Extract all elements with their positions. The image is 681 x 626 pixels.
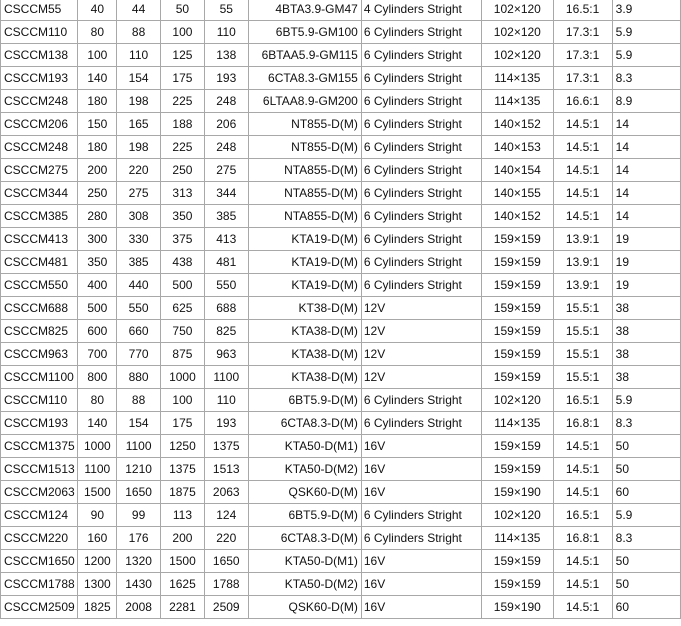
standby-kw-cell: 1500 xyxy=(161,550,204,572)
model-cell: CSCCM193 xyxy=(1,412,77,434)
cylinders-cell: 6 Cylinders Stright xyxy=(362,159,481,181)
standby-kw-cell: 350 xyxy=(161,205,204,227)
displacement-cell: 38 xyxy=(613,343,680,365)
compression-ratio-cell: 16.5:1 xyxy=(554,389,612,411)
table-row xyxy=(1,504,680,526)
model-cell: CSCCM344 xyxy=(1,182,77,204)
prime-kva-cell: 275 xyxy=(117,182,160,204)
standby-kva-cell: 385 xyxy=(205,205,248,227)
standby-kva-cell: 248 xyxy=(205,136,248,158)
cylinders-cell: 6 Cylinders Stright xyxy=(362,389,481,411)
bore-stroke-cell: 102×120 xyxy=(482,21,552,43)
table-row xyxy=(1,182,680,204)
standby-kva-cell: 138 xyxy=(205,44,248,66)
table-row xyxy=(1,159,680,181)
cylinders-cell: 12V xyxy=(362,343,481,365)
bore-stroke-cell: 102×120 xyxy=(482,504,552,526)
engine-model-cell: NTA855-D(M) xyxy=(249,182,361,204)
bore-stroke-cell: 159×159 xyxy=(482,458,552,480)
standby-kva-cell: 963 xyxy=(205,343,248,365)
prime-kva-cell: 308 xyxy=(117,205,160,227)
compression-ratio-cell: 14.5:1 xyxy=(554,159,612,181)
engine-model-cell: 6CTA8.3-GM155 xyxy=(249,67,361,89)
model-cell: CSCCM385 xyxy=(1,205,77,227)
compression-ratio-cell: 14.5:1 xyxy=(554,435,612,457)
bore-stroke-cell: 114×135 xyxy=(482,90,552,112)
table-row xyxy=(1,412,680,434)
standby-kw-cell: 125 xyxy=(161,44,204,66)
prime-kva-cell: 154 xyxy=(117,67,160,89)
cylinders-cell: 6 Cylinders Stright xyxy=(362,67,481,89)
model-cell: CSCCM481 xyxy=(1,251,77,273)
cylinders-cell: 12V xyxy=(362,366,481,388)
prime-kw-cell: 350 xyxy=(78,251,116,273)
prime-kva-cell: 198 xyxy=(117,90,160,112)
compression-ratio-cell: 17.3:1 xyxy=(554,44,612,66)
compression-ratio-cell: 15.5:1 xyxy=(554,297,612,319)
cylinders-cell: 12V xyxy=(362,297,481,319)
prime-kw-cell: 40 xyxy=(78,0,116,20)
model-cell: CSCCM275 xyxy=(1,159,77,181)
model-cell: CSCCM110 xyxy=(1,389,77,411)
prime-kw-cell: 500 xyxy=(78,297,116,319)
prime-kw-cell: 200 xyxy=(78,159,116,181)
table-row xyxy=(1,90,680,112)
bore-stroke-cell: 140×154 xyxy=(482,159,552,181)
table-row xyxy=(1,596,680,618)
engine-model-cell: NTA855-D(M) xyxy=(249,205,361,227)
engine-model-cell: 6CTA8.3-D(M) xyxy=(249,527,361,549)
model-cell: CSCCM413 xyxy=(1,228,77,250)
standby-kw-cell: 750 xyxy=(161,320,204,342)
standby-kva-cell: 344 xyxy=(205,182,248,204)
standby-kw-cell: 175 xyxy=(161,67,204,89)
engine-model-cell: KTA38-D(M) xyxy=(249,366,361,388)
prime-kw-cell: 1100 xyxy=(78,458,116,480)
prime-kva-cell: 220 xyxy=(117,159,160,181)
bore-stroke-cell: 140×152 xyxy=(482,113,552,135)
prime-kw-cell: 140 xyxy=(78,412,116,434)
engine-model-cell: KTA38-D(M) xyxy=(249,343,361,365)
table-row xyxy=(1,527,680,549)
standby-kva-cell: 550 xyxy=(205,274,248,296)
standby-kva-cell: 481 xyxy=(205,251,248,273)
standby-kva-cell: 193 xyxy=(205,412,248,434)
model-cell: CSCCM206 xyxy=(1,113,77,135)
displacement-cell: 38 xyxy=(613,320,680,342)
table-row xyxy=(1,343,680,365)
prime-kw-cell: 700 xyxy=(78,343,116,365)
standby-kva-cell: 825 xyxy=(205,320,248,342)
cylinders-cell: 6 Cylinders Stright xyxy=(362,136,481,158)
engine-model-cell: 6BT5.9-GM100 xyxy=(249,21,361,43)
cylinders-cell: 16V xyxy=(362,550,481,572)
bore-stroke-cell: 140×153 xyxy=(482,136,552,158)
compression-ratio-cell: 13.9:1 xyxy=(554,274,612,296)
displacement-cell: 3.9 xyxy=(613,0,680,20)
cylinders-cell: 6 Cylinders Stright xyxy=(362,21,481,43)
table-row xyxy=(1,366,680,388)
cylinders-cell: 6 Cylinders Stright xyxy=(362,527,481,549)
displacement-cell: 50 xyxy=(613,550,680,572)
displacement-cell: 60 xyxy=(613,596,680,618)
standby-kva-cell: 1513 xyxy=(205,458,248,480)
displacement-cell: 50 xyxy=(613,573,680,595)
compression-ratio-cell: 14.5:1 xyxy=(554,573,612,595)
bore-stroke-cell: 159×190 xyxy=(482,481,552,503)
displacement-cell: 60 xyxy=(613,481,680,503)
compression-ratio-cell: 16.5:1 xyxy=(554,0,612,20)
prime-kw-cell: 160 xyxy=(78,527,116,549)
engine-model-cell: KTA19-D(M) xyxy=(249,274,361,296)
compression-ratio-cell: 14.5:1 xyxy=(554,596,612,618)
standby-kw-cell: 50 xyxy=(161,0,204,20)
table-row xyxy=(1,458,680,480)
bore-stroke-cell: 114×135 xyxy=(482,527,552,549)
compression-ratio-cell: 13.9:1 xyxy=(554,228,612,250)
bore-stroke-cell: 159×159 xyxy=(482,297,552,319)
bore-stroke-cell: 114×135 xyxy=(482,412,552,434)
prime-kw-cell: 1500 xyxy=(78,481,116,503)
prime-kva-cell: 110 xyxy=(117,44,160,66)
bore-stroke-cell: 102×120 xyxy=(482,389,552,411)
prime-kva-cell: 1320 xyxy=(117,550,160,572)
engine-model-cell: 6CTA8.3-D(M) xyxy=(249,412,361,434)
bore-stroke-cell: 102×120 xyxy=(482,44,552,66)
prime-kw-cell: 800 xyxy=(78,366,116,388)
engine-model-cell: KTA50-D(M2) xyxy=(249,458,361,480)
cylinders-cell: 6 Cylinders Stright xyxy=(362,251,481,273)
engine-model-cell: QSK60-D(M) xyxy=(249,596,361,618)
compression-ratio-cell: 16.8:1 xyxy=(554,527,612,549)
standby-kva-cell: 206 xyxy=(205,113,248,135)
standby-kva-cell: 55 xyxy=(205,0,248,20)
displacement-cell: 5.9 xyxy=(613,44,680,66)
displacement-cell: 5.9 xyxy=(613,389,680,411)
prime-kva-cell: 385 xyxy=(117,251,160,273)
standby-kw-cell: 1375 xyxy=(161,458,204,480)
standby-kw-cell: 100 xyxy=(161,21,204,43)
compression-ratio-cell: 14.5:1 xyxy=(554,205,612,227)
table-row xyxy=(1,251,680,273)
prime-kw-cell: 140 xyxy=(78,67,116,89)
cylinders-cell: 6 Cylinders Stright xyxy=(362,90,481,112)
model-cell: CSCCM138 xyxy=(1,44,77,66)
displacement-cell: 8.3 xyxy=(613,67,680,89)
table-row xyxy=(1,550,680,572)
standby-kw-cell: 1875 xyxy=(161,481,204,503)
model-cell: CSCCM2063 xyxy=(1,481,77,503)
prime-kva-cell: 88 xyxy=(117,21,160,43)
engine-model-cell: KTA19-D(M) xyxy=(249,228,361,250)
cylinders-cell: 16V xyxy=(362,596,481,618)
standby-kw-cell: 875 xyxy=(161,343,204,365)
bore-stroke-cell: 140×155 xyxy=(482,182,552,204)
standby-kva-cell: 1100 xyxy=(205,366,248,388)
cylinders-cell: 16V xyxy=(362,481,481,503)
standby-kva-cell: 220 xyxy=(205,527,248,549)
prime-kva-cell: 176 xyxy=(117,527,160,549)
displacement-cell: 8.9 xyxy=(613,90,680,112)
prime-kw-cell: 150 xyxy=(78,113,116,135)
compression-ratio-cell: 14.5:1 xyxy=(554,113,612,135)
model-cell: CSCCM963 xyxy=(1,343,77,365)
displacement-cell: 5.9 xyxy=(613,21,680,43)
model-cell: CSCCM1100 xyxy=(1,366,77,388)
model-cell: CSCCM55 xyxy=(1,0,77,20)
engine-model-cell: 6BTAA5.9-GM115 xyxy=(249,44,361,66)
table-row xyxy=(1,21,680,43)
prime-kw-cell: 180 xyxy=(78,136,116,158)
prime-kw-cell: 90 xyxy=(78,504,116,526)
standby-kw-cell: 1625 xyxy=(161,573,204,595)
standby-kva-cell: 2509 xyxy=(205,596,248,618)
compression-ratio-cell: 15.5:1 xyxy=(554,366,612,388)
standby-kw-cell: 313 xyxy=(161,182,204,204)
prime-kw-cell: 1300 xyxy=(78,573,116,595)
bore-stroke-cell: 159×159 xyxy=(482,274,552,296)
prime-kw-cell: 600 xyxy=(78,320,116,342)
model-cell: CSCCM550 xyxy=(1,274,77,296)
prime-kw-cell: 1000 xyxy=(78,435,116,457)
prime-kw-cell: 280 xyxy=(78,205,116,227)
standby-kw-cell: 2281 xyxy=(161,596,204,618)
compression-ratio-cell: 17.3:1 xyxy=(554,21,612,43)
compression-ratio-cell: 14.5:1 xyxy=(554,182,612,204)
compression-ratio-cell: 15.5:1 xyxy=(554,343,612,365)
displacement-cell: 14 xyxy=(613,205,680,227)
engine-model-cell: QSK60-D(M) xyxy=(249,481,361,503)
prime-kva-cell: 1430 xyxy=(117,573,160,595)
prime-kw-cell: 80 xyxy=(78,21,116,43)
prime-kva-cell: 2008 xyxy=(117,596,160,618)
prime-kva-cell: 198 xyxy=(117,136,160,158)
standby-kw-cell: 1000 xyxy=(161,366,204,388)
prime-kw-cell: 180 xyxy=(78,90,116,112)
compression-ratio-cell: 13.9:1 xyxy=(554,251,612,273)
standby-kva-cell: 1375 xyxy=(205,435,248,457)
engine-model-cell: 4BTA3.9-GM47 xyxy=(249,0,361,20)
model-cell: CSCCM1375 xyxy=(1,435,77,457)
standby-kw-cell: 188 xyxy=(161,113,204,135)
engine-model-cell: KTA50-D(M1) xyxy=(249,435,361,457)
table-row xyxy=(1,113,680,135)
prime-kw-cell: 300 xyxy=(78,228,116,250)
prime-kw-cell: 1825 xyxy=(78,596,116,618)
compression-ratio-cell: 17.3:1 xyxy=(554,67,612,89)
cylinders-cell: 6 Cylinders Stright xyxy=(362,205,481,227)
bore-stroke-cell: 159×159 xyxy=(482,228,552,250)
cylinders-cell: 4 Cylinders Stright xyxy=(362,0,481,20)
standby-kva-cell: 1650 xyxy=(205,550,248,572)
compression-ratio-cell: 16.6:1 xyxy=(554,90,612,112)
prime-kva-cell: 550 xyxy=(117,297,160,319)
model-cell: CSCCM2509 xyxy=(1,596,77,618)
bore-stroke-cell: 159×159 xyxy=(482,366,552,388)
compression-ratio-cell: 14.5:1 xyxy=(554,481,612,503)
prime-kva-cell: 1650 xyxy=(117,481,160,503)
standby-kw-cell: 1250 xyxy=(161,435,204,457)
engine-model-cell: NTA855-D(M) xyxy=(249,159,361,181)
engine-model-cell: KT38-D(M) xyxy=(249,297,361,319)
cylinders-cell: 6 Cylinders Stright xyxy=(362,113,481,135)
standby-kva-cell: 110 xyxy=(205,21,248,43)
bore-stroke-cell: 159×159 xyxy=(482,573,552,595)
bore-stroke-cell: 159×190 xyxy=(482,596,552,618)
displacement-cell: 50 xyxy=(613,458,680,480)
prime-kw-cell: 400 xyxy=(78,274,116,296)
prime-kva-cell: 1210 xyxy=(117,458,160,480)
standby-kw-cell: 200 xyxy=(161,527,204,549)
displacement-cell: 19 xyxy=(613,274,680,296)
table-row xyxy=(1,44,680,66)
prime-kva-cell: 330 xyxy=(117,228,160,250)
prime-kva-cell: 880 xyxy=(117,366,160,388)
table-row xyxy=(1,435,680,457)
table-row xyxy=(1,573,680,595)
displacement-cell: 8.3 xyxy=(613,412,680,434)
table-row xyxy=(1,297,680,319)
bore-stroke-cell: 114×135 xyxy=(482,67,552,89)
model-cell: CSCCM688 xyxy=(1,297,77,319)
model-cell: CSCCM248 xyxy=(1,136,77,158)
engine-model-cell: 6BT5.9-D(M) xyxy=(249,389,361,411)
standby-kw-cell: 100 xyxy=(161,389,204,411)
standby-kva-cell: 688 xyxy=(205,297,248,319)
bore-stroke-cell: 159×159 xyxy=(482,435,552,457)
standby-kva-cell: 124 xyxy=(205,504,248,526)
prime-kw-cell: 80 xyxy=(78,389,116,411)
prime-kva-cell: 1100 xyxy=(117,435,160,457)
model-cell: CSCCM193 xyxy=(1,67,77,89)
standby-kw-cell: 175 xyxy=(161,412,204,434)
bore-stroke-cell: 159×159 xyxy=(482,343,552,365)
displacement-cell: 19 xyxy=(613,228,680,250)
cylinders-cell: 6 Cylinders Stright xyxy=(362,182,481,204)
model-cell: CSCCM825 xyxy=(1,320,77,342)
prime-kva-cell: 770 xyxy=(117,343,160,365)
table-row xyxy=(1,274,680,296)
prime-kva-cell: 88 xyxy=(117,389,160,411)
bore-stroke-cell: 140×152 xyxy=(482,205,552,227)
displacement-cell: 14 xyxy=(613,159,680,181)
cylinders-cell: 6 Cylinders Stright xyxy=(362,274,481,296)
engine-model-cell: KTA19-D(M) xyxy=(249,251,361,273)
prime-kw-cell: 1200 xyxy=(78,550,116,572)
engine-model-cell: 6LTAA8.9-GM200 xyxy=(249,90,361,112)
standby-kva-cell: 413 xyxy=(205,228,248,250)
model-cell: CSCCM220 xyxy=(1,527,77,549)
displacement-cell: 14 xyxy=(613,182,680,204)
bore-stroke-cell: 102×120 xyxy=(482,0,552,20)
standby-kw-cell: 500 xyxy=(161,274,204,296)
table-row xyxy=(1,228,680,250)
cylinders-cell: 16V xyxy=(362,435,481,457)
standby-kw-cell: 375 xyxy=(161,228,204,250)
prime-kva-cell: 660 xyxy=(117,320,160,342)
cylinders-cell: 6 Cylinders Stright xyxy=(362,44,481,66)
model-cell: CSCCM248 xyxy=(1,90,77,112)
prime-kva-cell: 165 xyxy=(117,113,160,135)
standby-kw-cell: 225 xyxy=(161,136,204,158)
prime-kw-cell: 250 xyxy=(78,182,116,204)
standby-kva-cell: 110 xyxy=(205,389,248,411)
displacement-cell: 50 xyxy=(613,435,680,457)
standby-kva-cell: 275 xyxy=(205,159,248,181)
engine-model-cell: KTA50-D(M2) xyxy=(249,573,361,595)
model-cell: CSCCM124 xyxy=(1,504,77,526)
table-row xyxy=(1,389,680,411)
displacement-cell: 14 xyxy=(613,113,680,135)
compression-ratio-cell: 14.5:1 xyxy=(554,550,612,572)
displacement-cell: 5.9 xyxy=(613,504,680,526)
prime-kva-cell: 44 xyxy=(117,0,160,20)
prime-kva-cell: 440 xyxy=(117,274,160,296)
table-row xyxy=(1,205,680,227)
displacement-cell: 38 xyxy=(613,297,680,319)
compression-ratio-cell: 14.5:1 xyxy=(554,458,612,480)
standby-kw-cell: 250 xyxy=(161,159,204,181)
displacement-cell: 14 xyxy=(613,136,680,158)
model-cell: CSCCM1513 xyxy=(1,458,77,480)
prime-kva-cell: 99 xyxy=(117,504,160,526)
model-cell: CSCCM1650 xyxy=(1,550,77,572)
model-cell: CSCCM110 xyxy=(1,21,77,43)
table-row xyxy=(1,481,680,503)
compression-ratio-cell: 15.5:1 xyxy=(554,320,612,342)
table-row xyxy=(1,67,680,89)
engine-model-cell: KTA50-D(M1) xyxy=(249,550,361,572)
standby-kva-cell: 2063 xyxy=(205,481,248,503)
cylinders-cell: 6 Cylinders Stright xyxy=(362,228,481,250)
standby-kw-cell: 225 xyxy=(161,90,204,112)
cylinders-cell: 16V xyxy=(362,458,481,480)
bore-stroke-cell: 159×159 xyxy=(482,251,552,273)
displacement-cell: 19 xyxy=(613,251,680,273)
displacement-cell: 8.3 xyxy=(613,527,680,549)
table-row xyxy=(1,0,680,20)
cylinders-cell: 16V xyxy=(362,573,481,595)
standby-kw-cell: 113 xyxy=(161,504,204,526)
compression-ratio-cell: 16.5:1 xyxy=(554,504,612,526)
displacement-cell: 38 xyxy=(613,366,680,388)
bore-stroke-cell: 159×159 xyxy=(482,550,552,572)
engine-model-cell: NT855-D(M) xyxy=(249,136,361,158)
standby-kva-cell: 1788 xyxy=(205,573,248,595)
bore-stroke-cell: 159×159 xyxy=(482,320,552,342)
engine-model-cell: 6BT5.9-D(M) xyxy=(249,504,361,526)
cylinders-cell: 6 Cylinders Stright xyxy=(362,504,481,526)
cylinders-cell: 12V xyxy=(362,320,481,342)
standby-kva-cell: 248 xyxy=(205,90,248,112)
compression-ratio-cell: 16.8:1 xyxy=(554,412,612,434)
standby-kva-cell: 193 xyxy=(205,67,248,89)
spec-table-body xyxy=(1,0,680,618)
cylinders-cell: 6 Cylinders Stright xyxy=(362,412,481,434)
engine-model-cell: NT855-D(M) xyxy=(249,113,361,135)
compression-ratio-cell: 14.5:1 xyxy=(554,136,612,158)
prime-kw-cell: 100 xyxy=(78,44,116,66)
model-cell: CSCCM1788 xyxy=(1,573,77,595)
table-row xyxy=(1,320,680,342)
table-row xyxy=(1,136,680,158)
prime-kva-cell: 154 xyxy=(117,412,160,434)
standby-kw-cell: 438 xyxy=(161,251,204,273)
engine-model-cell: KTA38-D(M) xyxy=(249,320,361,342)
standby-kw-cell: 625 xyxy=(161,297,204,319)
